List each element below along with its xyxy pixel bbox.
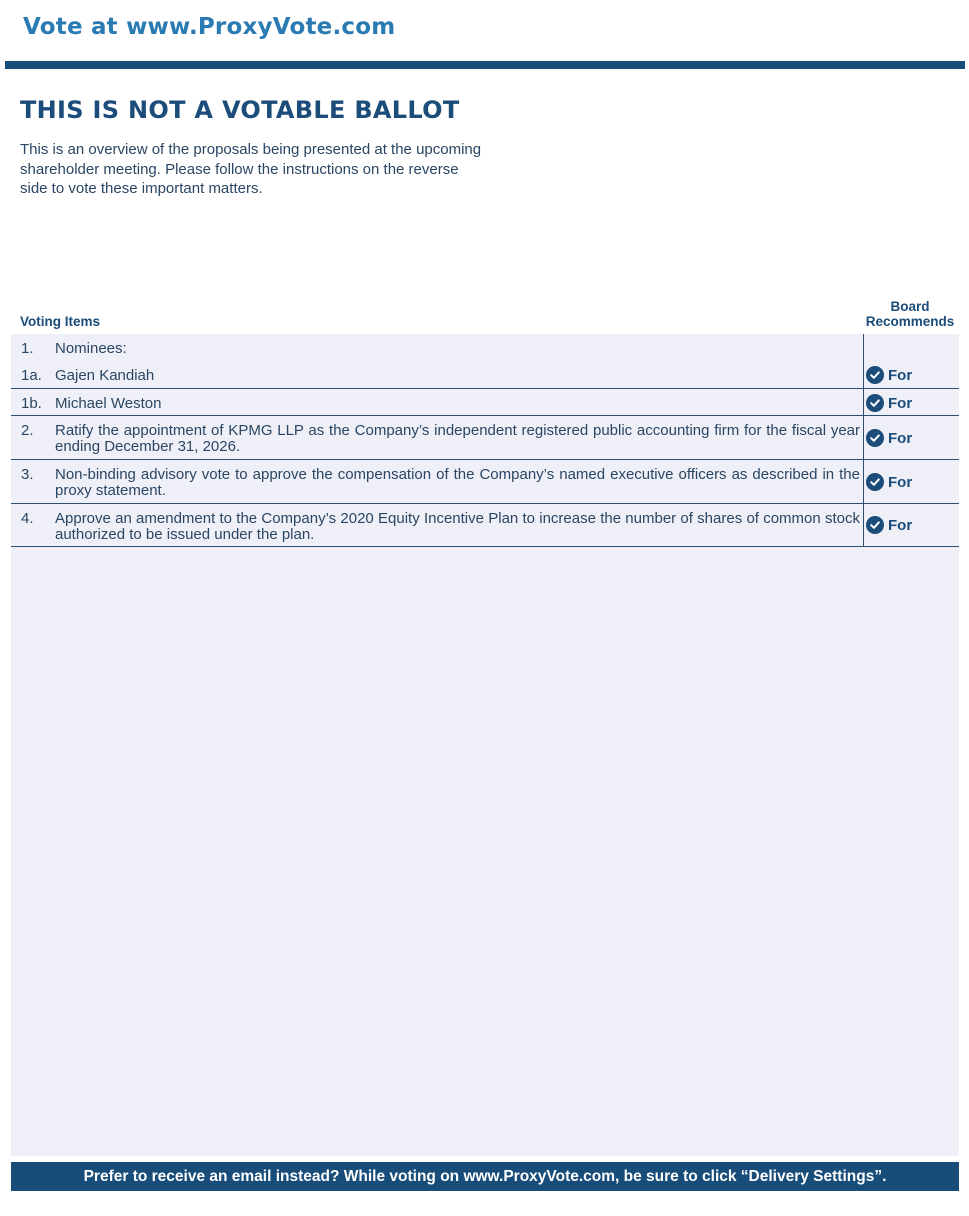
item-text: Michael Weston [55, 395, 162, 412]
recommendation [866, 429, 912, 447]
column-divider [863, 334, 864, 547]
item-number: 1b. [21, 395, 42, 412]
item-number: 1a. [21, 367, 42, 384]
intro-text: This is an overview of the proposals being presented at the upcoming shareholder meeting. Please follow the instructions on the reverse side to vote these important matters. [20, 141, 482, 197]
row-divider [11, 503, 959, 504]
delivery-settings-banner: Prefer to receive an email instead? While voting on www.ProxyVote.com, be sure to click “Delivery Settings”. [11, 1162, 959, 1191]
check-circle-icon [866, 516, 884, 534]
item-text: Approve an amendment to the Company’s 2020 Equity Incentive Plan to increase the number of shares of common stock authorized to be issued under the plan. [55, 510, 860, 543]
row-divider [11, 388, 959, 389]
recommendation [866, 366, 912, 384]
item-number: 3. [21, 466, 34, 483]
item-text: Non-binding advisory vote to approve the compensation of the Company’s named executive officers as described in the proxy statement. [55, 466, 860, 499]
recommendation [866, 516, 912, 534]
recommendation-label: For [888, 429, 913, 447]
board-recommends-header [862, 299, 958, 329]
item-number: 2. [21, 422, 34, 439]
check-circle-icon [866, 394, 884, 412]
proxyvote-header-link[interactable]: Vote at www.ProxyVote.com [23, 14, 396, 40]
check-circle-icon [866, 429, 884, 447]
recommendation-label: For [888, 366, 913, 384]
recommendation [866, 394, 912, 412]
voting-items-header: Voting Items [20, 314, 101, 329]
check-circle-icon [866, 366, 884, 384]
item-text: Ratify the appointment of KPMG LLP as the Company’s independent registered public accounting firm for the fiscal year ending December 31, 2026. [55, 422, 860, 455]
board-header-line2: Recommends [865, 314, 955, 329]
row-divider [11, 459, 959, 460]
header-rule [5, 61, 965, 69]
row-divider [11, 546, 959, 547]
recommendation [866, 473, 912, 491]
board-header-line1: Board [890, 299, 930, 314]
page-title: THIS IS NOT A VOTABLE BALLOT [20, 96, 460, 124]
item-text: Nominees: [55, 340, 127, 357]
recommendation-label: For [888, 473, 913, 491]
item-text: Gajen Kandiah [55, 367, 155, 384]
row-divider [11, 415, 959, 416]
item-number: 4. [21, 510, 34, 527]
voting-items-table [11, 334, 959, 1156]
check-circle-icon [866, 473, 884, 491]
recommendation-label: For [888, 394, 913, 412]
recommendation-label: For [888, 516, 913, 534]
item-number: 1. [21, 340, 34, 357]
